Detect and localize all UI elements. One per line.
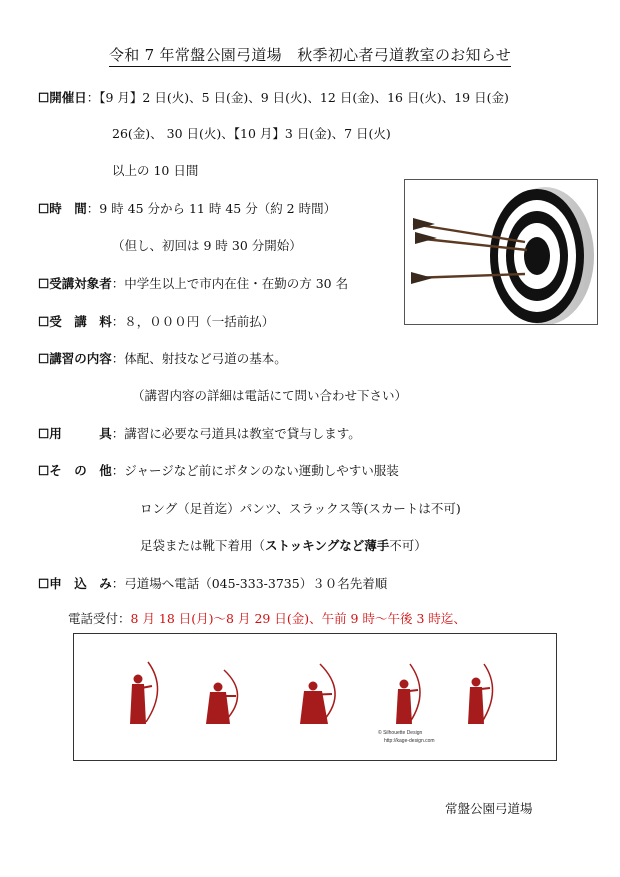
content-value: ：体配、射技など弓道の基本。 [111, 351, 287, 366]
schedule-line3: 以上の 10 日間 [112, 163, 199, 178]
phone-row [68, 609, 466, 627]
fee-row [38, 312, 274, 330]
target-value: ：中学生以上で市内在住・在勤の方 30 名 [111, 276, 349, 291]
time-value: ：9 時 45 分から 11 時 45 分（約 2 時間） [86, 201, 337, 216]
equipment-value: ：講習に必要な弓道具は教室で貸与します。 [111, 426, 361, 441]
target-illustration [405, 180, 597, 324]
fletching-2 [415, 232, 437, 244]
equipment-label: ☐用 具 [38, 426, 112, 441]
other-line3-a: 足袋または靴下着用（ [140, 538, 266, 553]
other-line3 [140, 536, 427, 554]
other-row [38, 461, 399, 479]
schedule-label: ☐開催日 [38, 90, 87, 105]
archer-silhouettes [74, 634, 556, 760]
page-title-text: 令和 7 年常盤公園弓道場 秋季初心者弓道教室のお知らせ [109, 46, 511, 67]
apply-label: ☐申 込 み [38, 576, 112, 591]
fee-label: ☐受 講 料 [38, 314, 112, 329]
archer-3 [300, 664, 335, 724]
target-row [38, 274, 348, 292]
other-line1: ：ジャージなど前にボタンのない運動しやすい服装 [111, 463, 399, 478]
time-row [38, 199, 336, 217]
schedule-line1: ：【9 月】2 日(火)、5 日(金)、9 日(火)、12 日(金)、16 日(火)、19 日(金) [86, 90, 509, 105]
equipment-row [38, 424, 361, 442]
fletching-3 [411, 272, 433, 284]
archery-target-image [404, 179, 598, 325]
content-label: ☐講習の内容 [38, 351, 112, 366]
target-bullseye [524, 237, 550, 275]
banner-credit-1: © Silhouette Design [378, 730, 423, 736]
archer-5 [468, 664, 493, 724]
archer-2 [206, 670, 238, 724]
target-label: ☐受講対象者 [38, 276, 112, 291]
time-note: （但し、初回は 9 時 30 分開始） [112, 238, 302, 253]
time-label: ☐時 間 [38, 201, 87, 216]
phone-value: 8 月 18 日(月)～8 月 29 日(金)、午前 9 時～午後 3 時迄、 [130, 611, 466, 626]
page-title [0, 44, 620, 65]
other-label: ☐そ の 他 [38, 463, 112, 478]
other-line3-bold: ストッキングなど薄手 [265, 538, 390, 553]
footer-organization: 常盤公園弓道場 [445, 801, 533, 816]
content-row [38, 349, 287, 367]
phone-label: 電話受付： [68, 611, 131, 626]
apply-row [38, 574, 387, 592]
schedule-line2: 26(金)、 30 日(火)、【10 月】3 日(金)、7 日(火) [112, 126, 391, 141]
banner-credit-2: http://kage-design.com [384, 738, 435, 744]
other-line2: ロング（足首迄）パンツ、スラックス等(スカートは不可) [140, 501, 461, 516]
content-note: （講習内容の詳細は電話にて問い合わせ下さい） [132, 388, 408, 403]
archer-1 [130, 662, 158, 724]
archer-banner [73, 633, 557, 761]
archer-4 [396, 664, 420, 724]
other-line3-b: 不可） [389, 538, 427, 553]
fee-value: ：８，０００円（一括前払） [111, 314, 275, 329]
schedule-row [38, 88, 509, 106]
apply-value: ：弓道場へ電話（045-333-3735）３０名先着順 [111, 576, 388, 591]
